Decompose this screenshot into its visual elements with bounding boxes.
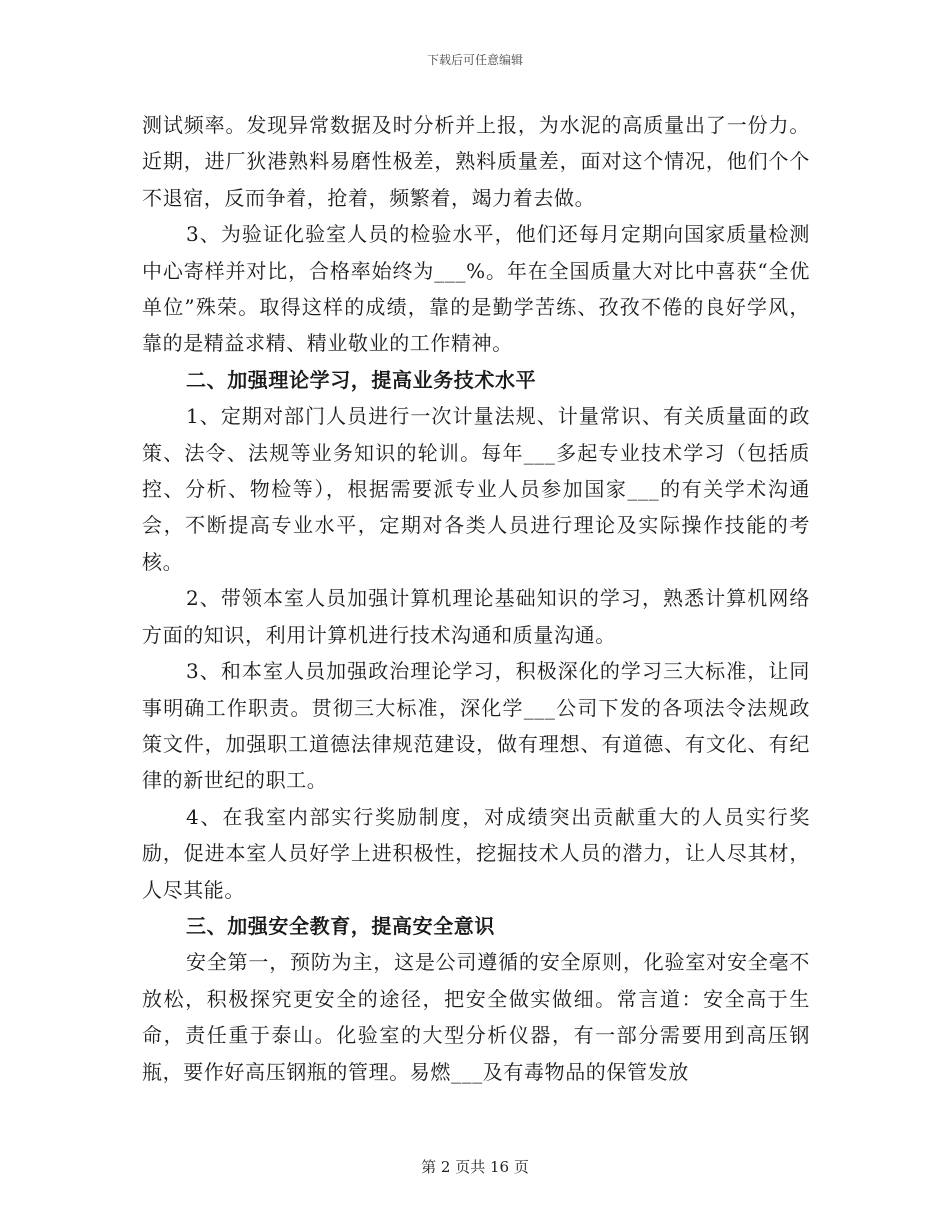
page-header: 下载后可任意编辑 — [426, 53, 523, 67]
paragraph-computer-study: 2、带领本室人员加强计算机理论基础知识的学习，熟悉计算机网络方面的知识，利用计算机进行技术沟通和质量沟通。 — [142, 586, 810, 647]
paragraph-reward-system: 4、在我室内部实行奖励制度，对成绩突出贡献重大的人员实行奖励，促进本室人员好学上进积极性，挖掘技术人员的潜力，让人尽其材，人尽其能。 — [142, 804, 810, 902]
paragraph-political-study: 3、和本室人员加强政治理论学习，积极深化的学习三大标准，让同事明确工作职责。贯彻三大标准，深化学___公司下发的各项法令法规政策文件，加强职工道德法律规范建设，做有理想、有道德、有文化、有纪律的新世纪的职工。 — [142, 659, 810, 793]
section-heading-theory-study: 二、加强理论学习，提高业务技术水平 — [186, 367, 537, 392]
document-body — [142, 107, 810, 1090]
paragraph-quality-check: 3、为验证化验室人员的检验水平，他们还每月定期向国家质量检测中心寄样并对比，合格率始终为___%。年在全国质量大对比中喜获“全优单位”殊荣。取得这样的成绩，靠的是勤学苦练、孜孜不倦的良好学风，靠的是精益求精、精业敬业的工作精神。 — [142, 222, 810, 356]
paragraph-training: 1、定期对部门人员进行一次计量法规、计量常识、有关质量面的政策、法令、法规等业务知识的轮训。每年___多起专业技术学习（包括质控、分析、物检等），根据需要派专业人员参加国家___的有关学术沟通会，不断提高专业水平，定期对各类人员进行理论及实际操作技能的考核。 — [142, 404, 810, 574]
paragraph-safety: 安全第一，预防为主，这是公司遵循的安全原则，化验室对安全毫不放松，积极探究更安全的途径，把安全做实做细。常言道：安全高于生命，责任重于泰山。化验室的大型分析仪器，有一部分需要用到高压钢瓶，要作好高压钢瓶的管理。易燃___及有毒物品的保管发放 — [142, 950, 810, 1084]
section-heading-safety-education: 三、加强安全教育，提高安全意识 — [186, 913, 495, 938]
paragraph-continued: 测试频率。发现异常数据及时分析并上报，为水泥的高质量出了一份力。近期，进厂狄港熟料易磨性极差，熟料质量差，面对这个情况，他们个个不退宿，反而争着，抢着，频繁着，竭力着去做。 — [142, 113, 810, 210]
page-footer: 第 2 页共 16 页 — [421, 1158, 529, 1176]
